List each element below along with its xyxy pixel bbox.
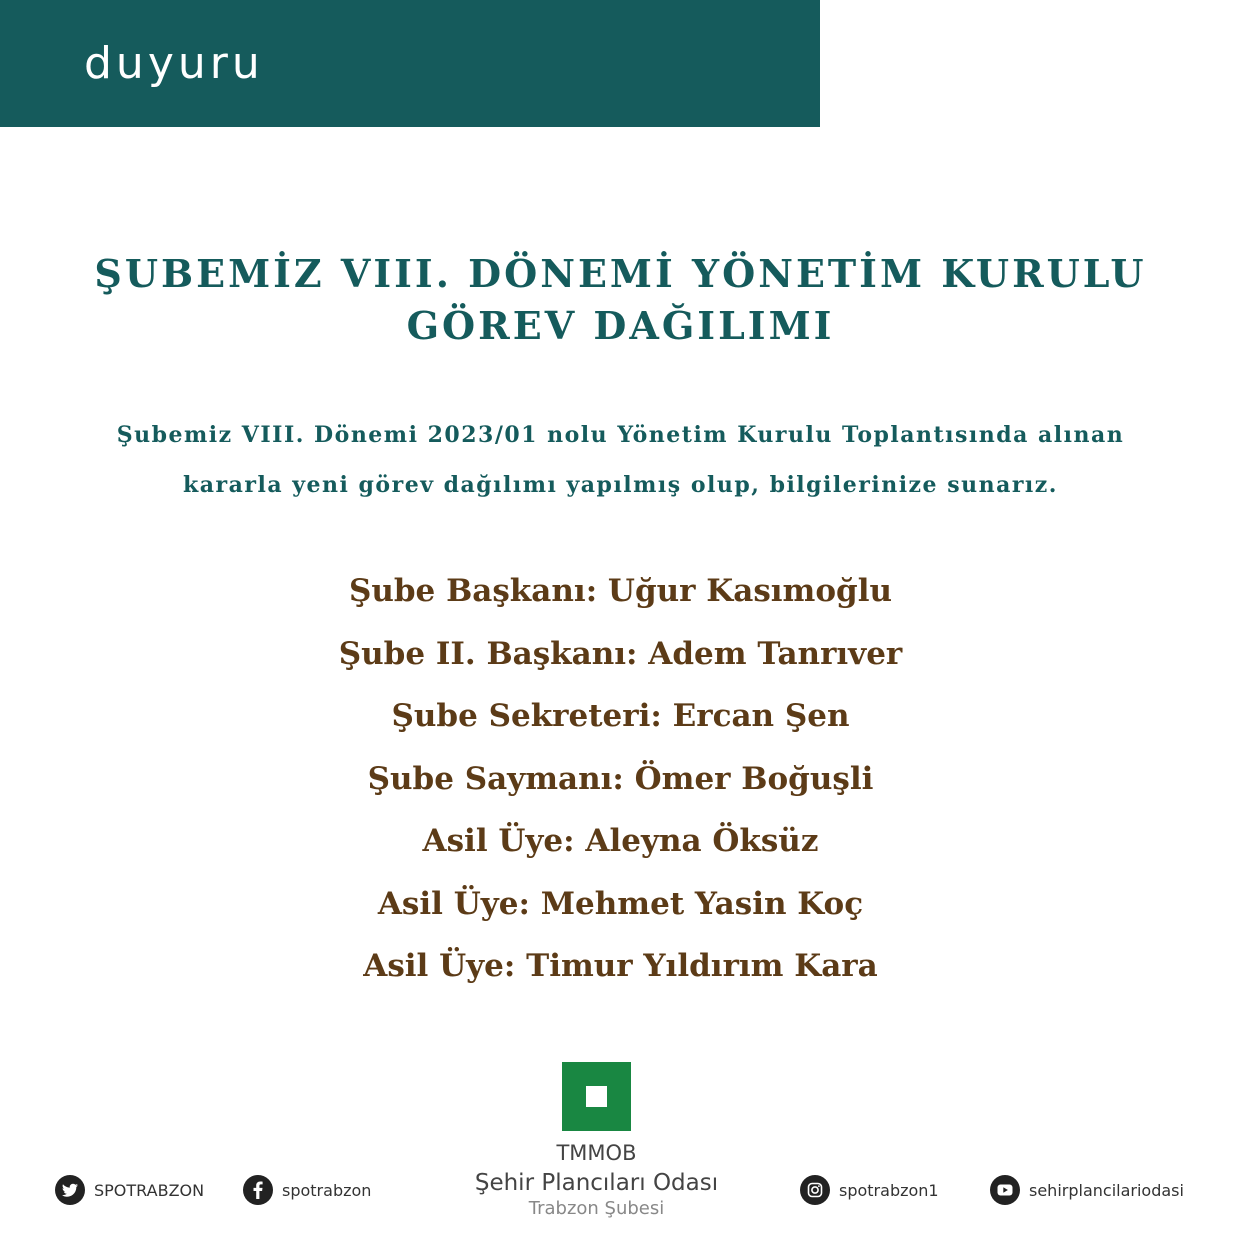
header-banner [0,0,820,127]
organization-line-2: Şehir Plancıları Odası [474,1170,719,1196]
organization-line-3: Trabzon Şubesi [528,1198,665,1219]
social-twitter[interactable] [55,1175,204,1205]
social-youtube[interactable] [990,1175,1184,1205]
youtube-handle: sehirplancilariodasi [1029,1180,1184,1200]
intro-line-2: kararla yeni görev dağılımı yapılmış olup, bilgilerinize sunarız. [183,472,1058,498]
announcement-title [0,248,1241,352]
member-item: Asil Üye: Mehmet Yasin Koç [377,885,864,922]
twitter-handle: SPOTRABZON [94,1180,205,1200]
member-item: Asil Üye: Timur Yıldırım Kara [363,948,878,984]
facebook-icon [243,1175,273,1205]
member-item: Şube Başkanı: Uğur Kasımoğlu [348,573,893,609]
member-item: Asil Üye: Aleyna Öksüz [422,823,819,859]
member-item: Şube Saymanı: Ömer Boğuşli [367,760,874,797]
instagram-icon [800,1175,830,1205]
facebook-handle: spotrabzon [282,1180,372,1200]
organization-line-1: TMMOB [556,1141,637,1165]
social-facebook[interactable] [243,1175,371,1205]
member-list [0,566,1241,1004]
intro-line-1: Şubemiz VIII. Dönemi 2023/01 nolu Yönetim Kurulu Toplantısında alınan [116,422,1125,448]
banner-label: duyuru [84,38,264,89]
social-instagram[interactable] [800,1175,939,1205]
member-item: Şube Sekreteri: Ercan Şen [391,698,850,734]
instagram-handle: spotrabzon1 [839,1180,939,1200]
title-line-1: ŞUBEMİZ VIII. DÖNEMİ YÖNETİM KURULU [94,251,1147,296]
logo-inner-square [586,1086,607,1107]
intro-paragraph [0,410,1241,510]
member-item: Şube II. Başkanı: Adem Tanrıver [338,635,903,672]
organization-logo [562,1062,631,1131]
twitter-icon [55,1175,85,1205]
youtube-icon [990,1175,1020,1205]
title-line-2: GÖREV DAĞILIMI [406,303,835,348]
